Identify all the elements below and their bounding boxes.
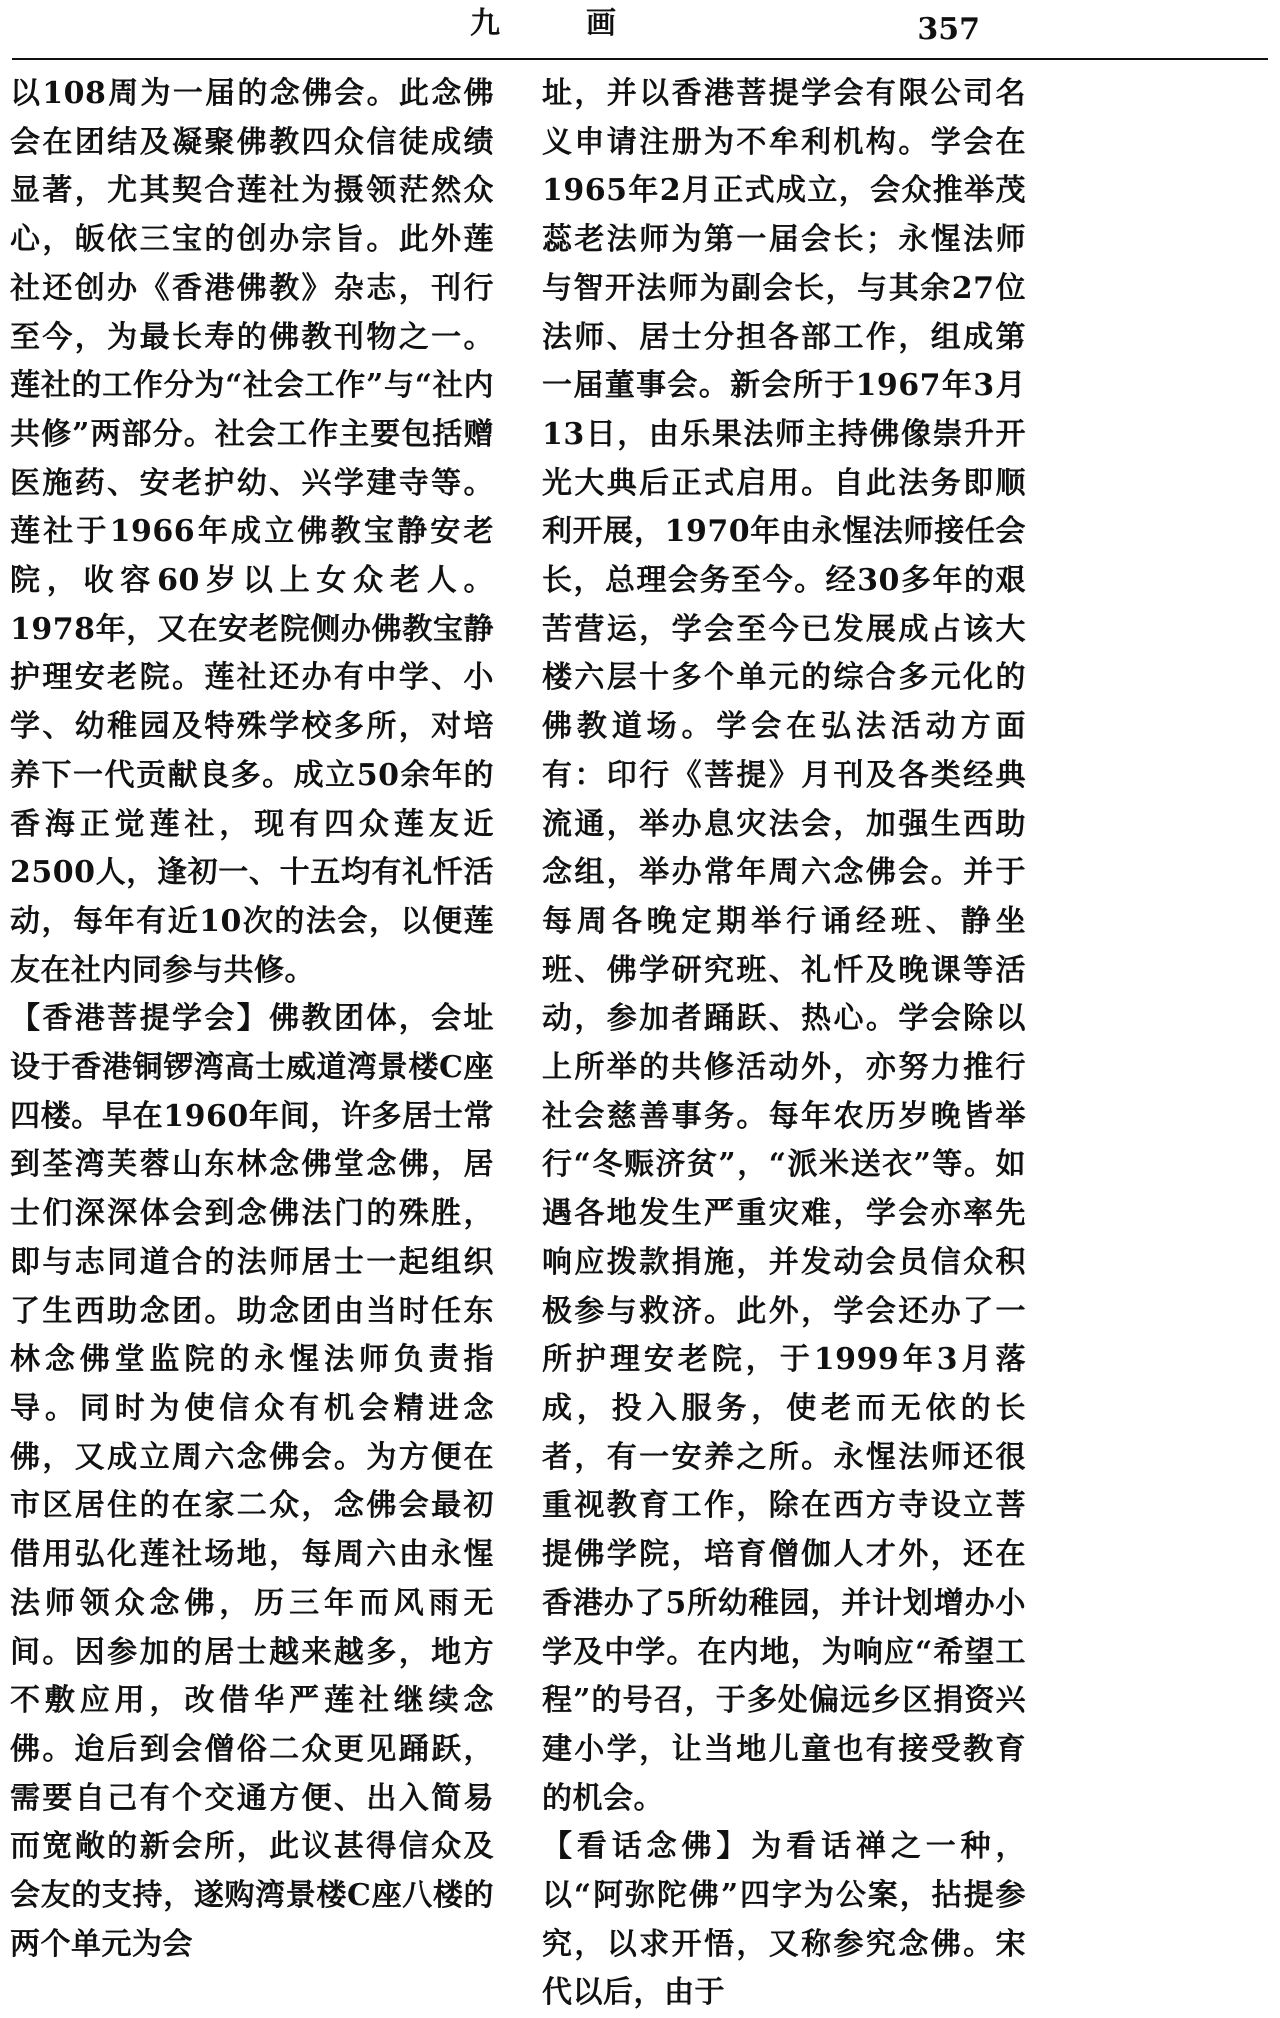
left-paragraph-2: [10, 995, 494, 1969]
right-paragraph-1: 址，并以香港菩提学会有限公司名义申请注册为不牟利机构。学会在1965年2月正式成立，会众推举茂蕊老法师为第一届会长；永惺法师与智开法师为副会长，与其余27位法师、居士分担各部工作，组成第一届董事会。新会所于1967年3月13日，由乐果法师主持佛像崇升开光大典后正式启用。自此法务即顺利开展，1970年由永惺法师接任会长，总理会务至今。经30多年的艰苦营运，学会至今已发展成占该大楼六层十多个单元的综合多元化的佛教道场。学会在弘法活动方面有：印行《菩提》月刊及各类经典流通，举办息灾法会，加强生西助念组，举办常年周六念佛会。并于每周各晚定期举行诵经班、静坐班、佛学研究班、礼忏及晚课等活动，参加者踊跃、热心。学会除以上所举的共修活动外，亦努力推行社会慈善事务。每年农历岁晚皆举行“冬赈济贫”，“派米送衣”等。如遇各地发生严重灾难，学会亦率先响应拨款捐施，并发动会员信众积极参与救济。此外，学会还办了一所护理安老院，于1999年3月落成，投入服务，使老而无依的长者，有一安养之所。永惺法师还很重视教育工作，除在西方寺设立菩提佛学院，培育僧伽人才外，还在香港办了5所幼稚园，并计划增办小学及中学。在内地，为响应“希望工程”的号召，于多处偏远乡区捐资兴建小学，让当地儿童也有接受教育的机会。: [542, 76, 1026, 1816]
header-divider: [12, 58, 1268, 60]
right-paragraph-2: [542, 1823, 1026, 2018]
left-paragraph-1: 以108周为一届的念佛会。此念佛会在团结及凝聚佛教四众信徒成绩显著，尤其契合莲社为摄领茫然众心，皈依三宝的创办宗旨。此外莲社还创办《香港佛教》杂志，刊行至今，为最长寿的佛教刊物之一。莲社的工作分为“社会工作”与“社内共修”两部分。社会工作主要包括赠医施药、安老护幼、兴学建寺等。莲社于1966年成立佛教宝静安老院，收容60岁以上女众老人。1978年，又在安老院侧办佛教宝静护理安老院。莲社还办有中学、小学、幼稚园及特殊学校多所，对培养下一代贡献良多。成立50余年的香海正觉莲社，现有四众莲友近2500人，逢初一、十五均有礼忏活动，每年有近10次的法会，以便莲友在社内同参与共修。: [10, 76, 494, 988]
entry-headword-hk-bodhi-society: 【香港菩提学会】: [10, 1001, 270, 1037]
entry-text-hk-bodhi-society: 佛教团体，会址设于香港铜锣湾高士威道湾景楼C座四楼。早在1960年间，许多居士常到荃湾芙蓉山东林念佛堂念佛，居士们深深体会到念佛法门的殊胜，即与志同道合的法师居士一起组织了生西助念团。助念团由当时任东林念佛堂监院的永惺法师负责指导。同时为使信众有机会精进念佛，又成立周六念佛会。为方便在市区居住的在家二众，念佛会最初借用弘化莲社场地，每周六由永惺法师领众念佛，历三年而风雨无间。因参加的居士越来越多，地方不敷应用，改借华严莲社继续念佛。迨后到会僧俗二众更见踊跃，需要自己有个交通方便、出入简易而宽敞的新会所，此议甚得信众及会友的支持，遂购湾景楼C座八楼的两个单元为会: [10, 1001, 495, 1962]
left-column: [10, 70, 495, 1962]
page-number: 357: [917, 12, 980, 47]
page-header: [0, 0, 1280, 64]
section-title: 九 画: [470, 6, 644, 41]
entry-text-kanhua-nianfo: 为看话禅之一种，以“阿弥陀佛”四字为公案，拈提参究，以求开悟，又称参究念佛。宋代以后，由于: [542, 1829, 1027, 2011]
right-column: [542, 70, 1027, 2011]
entry-headword-kanhua-nianfo: 【看话念佛】: [542, 1829, 752, 1865]
